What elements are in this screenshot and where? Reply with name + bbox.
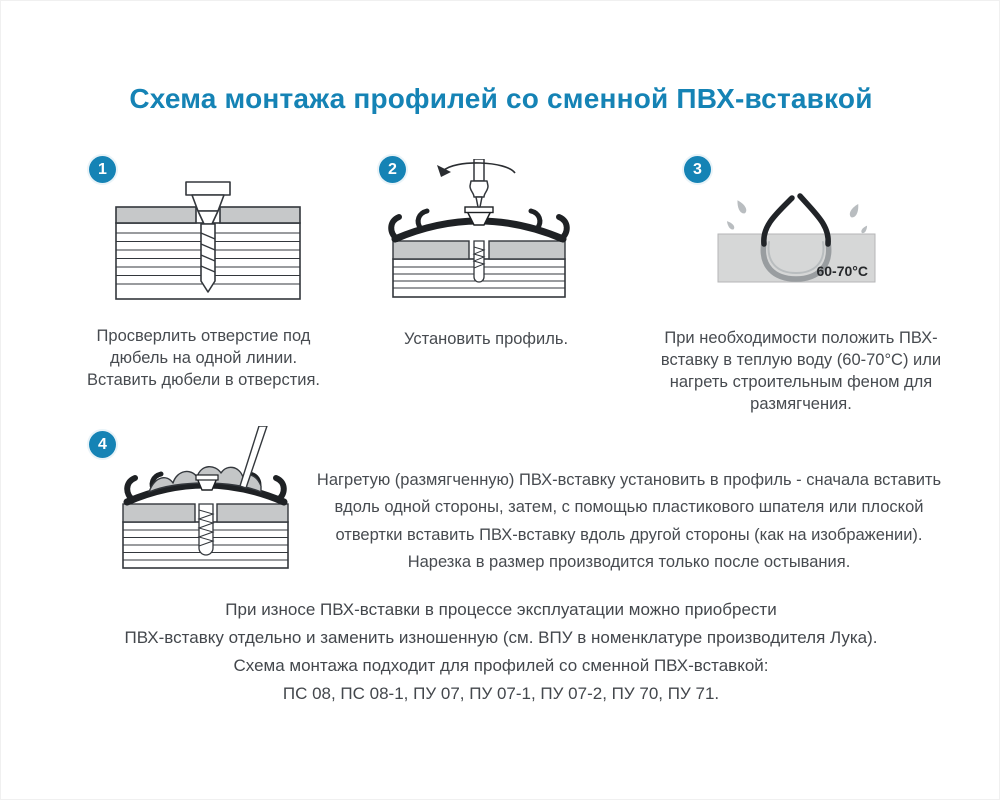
screwdriver-icon — [470, 159, 488, 207]
step-4-number: 4 — [98, 435, 107, 453]
footer-line: При износе ПВХ-вставки в процессе эксплуатации можно приобрести — [225, 600, 777, 619]
water-bath-icon — [704, 184, 889, 289]
drill-into-floor-icon — [108, 181, 308, 303]
step-4-illustration — [113, 426, 298, 574]
step-3-number: 3 — [693, 160, 702, 178]
step-2-caption: Установить профиль. — [403, 330, 569, 348]
step-3-illustration — [704, 184, 889, 289]
step-2-number: 2 — [388, 160, 397, 178]
footer-line: ПС 08, ПС 08-1, ПУ 07, ПУ 07-1, ПУ 07-2, ПУ 70, ПУ 71. — [282, 684, 720, 703]
step-1-caption: Просверлить отверстие под дюбель на одной линии. Вставить дюбели в отверстия. — [86, 327, 321, 390]
step-1-badge — [89, 156, 116, 183]
footer-line: ПВХ-вставку отдельно и заменить изношенную (см. ВПУ в номенклатуре производителя Лука). — [124, 628, 878, 647]
dowel-icon — [474, 241, 484, 282]
top-layer-right — [220, 207, 300, 223]
screw-head — [465, 207, 493, 213]
insert-installation-icon — [113, 426, 298, 574]
footer-line: Схема монтажа подходит для профилей со сменной ПВХ-вставкой: — [233, 656, 769, 675]
dowel-with-screw-icon — [199, 504, 213, 555]
step-3-caption: При необходимости положить ПВХ-вставку в теплую воду (60-70°С) или нагреть строительным феном для размягчения. — [660, 329, 942, 414]
screw-head — [196, 475, 218, 480]
profile-install-icon — [379, 159, 579, 299]
water-temperature-label: 60-70°C — [816, 263, 868, 279]
step-3-badge — [684, 156, 711, 183]
step-4-badge — [89, 431, 116, 458]
top-layer-left — [116, 207, 196, 223]
step-1-illustration — [108, 181, 308, 303]
step-4-caption: Нагретую (размягченную) ПВХ-вставку установить в профиль - сначала вставить вдоль одной стороны, затем, с помощью пластикового шпателя или плоской отвертки вставить ПВХ-вставку вдоль другой стороны (как на изображении). Нарезка в размер производится только после остывания. — [316, 471, 942, 572]
footer-note — [1, 596, 1000, 708]
step-1-number: 1 — [98, 160, 107, 178]
page-title: Схема монтажа профилей со сменной ПВХ-вставкой — [129, 83, 873, 114]
water-droplet-icon — [725, 199, 869, 235]
step-2-illustration — [379, 159, 579, 299]
